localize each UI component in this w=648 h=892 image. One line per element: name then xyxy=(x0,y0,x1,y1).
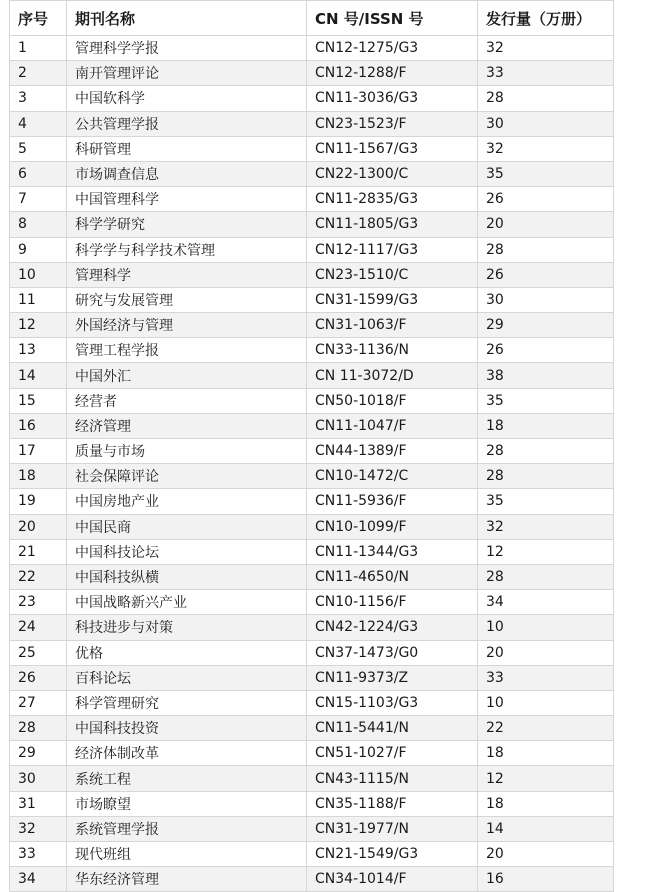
cell-circulation: 30 xyxy=(478,111,614,136)
cell-cn-issn: CN 11-3072/D xyxy=(307,363,478,388)
cell-journal-name: 科研管理 xyxy=(67,136,307,161)
table-row xyxy=(10,665,614,690)
cell-cn-issn: CN31-1063/F xyxy=(307,313,478,338)
cell-journal-name: 市场瞭望 xyxy=(67,791,307,816)
cell-cn-issn: CN15-1103/G3 xyxy=(307,690,478,715)
cell-index: 31 xyxy=(10,791,67,816)
table-row xyxy=(10,741,614,766)
table-row xyxy=(10,237,614,262)
cell-index: 29 xyxy=(10,741,67,766)
cell-cn-issn: CN33-1136/N xyxy=(307,338,478,363)
cell-circulation: 18 xyxy=(478,791,614,816)
table-row xyxy=(10,439,614,464)
table-row xyxy=(10,136,614,161)
cell-circulation: 38 xyxy=(478,363,614,388)
table-row xyxy=(10,338,614,363)
cell-cn-issn: CN12-1275/G3 xyxy=(307,36,478,61)
cell-cn-issn: CN21-1549/G3 xyxy=(307,842,478,867)
cell-circulation: 22 xyxy=(478,716,614,741)
cell-journal-name: 管理科学 xyxy=(67,262,307,287)
table-row xyxy=(10,61,614,86)
cell-cn-issn: CN11-5936/F xyxy=(307,489,478,514)
cell-journal-name: 中国民商 xyxy=(67,514,307,539)
cell-index: 18 xyxy=(10,464,67,489)
table-row xyxy=(10,489,614,514)
cell-circulation: 35 xyxy=(478,161,614,186)
cell-circulation: 18 xyxy=(478,413,614,438)
cell-circulation: 20 xyxy=(478,640,614,665)
cell-index: 7 xyxy=(10,187,67,212)
cell-circulation: 34 xyxy=(478,590,614,615)
cell-circulation: 28 xyxy=(478,564,614,589)
cell-journal-name: 质量与市场 xyxy=(67,439,307,464)
cell-index: 5 xyxy=(10,136,67,161)
cell-circulation: 28 xyxy=(478,439,614,464)
cell-circulation: 16 xyxy=(478,867,614,892)
cell-journal-name: 中国科技投资 xyxy=(67,716,307,741)
cell-journal-name: 系统管理学报 xyxy=(67,816,307,841)
cell-index: 26 xyxy=(10,665,67,690)
table-row xyxy=(10,413,614,438)
cell-index: 15 xyxy=(10,388,67,413)
cell-journal-name: 科技进步与对策 xyxy=(67,615,307,640)
cell-journal-name: 经济体制改革 xyxy=(67,741,307,766)
cell-circulation: 33 xyxy=(478,61,614,86)
cell-circulation: 12 xyxy=(478,766,614,791)
cell-index: 30 xyxy=(10,766,67,791)
cell-index: 4 xyxy=(10,111,67,136)
table-row xyxy=(10,590,614,615)
cell-index: 34 xyxy=(10,867,67,892)
cell-cn-issn: CN11-1047/F xyxy=(307,413,478,438)
table-row xyxy=(10,36,614,61)
table-row xyxy=(10,766,614,791)
table-row xyxy=(10,287,614,312)
cell-circulation: 33 xyxy=(478,665,614,690)
cell-journal-name: 系统工程 xyxy=(67,766,307,791)
cell-circulation: 28 xyxy=(478,237,614,262)
table-body xyxy=(10,36,614,892)
cell-cn-issn: CN44-1389/F xyxy=(307,439,478,464)
cell-cn-issn: CN11-4650/N xyxy=(307,564,478,589)
cell-journal-name: 中国房地产业 xyxy=(67,489,307,514)
cell-journal-name: 研究与发展管理 xyxy=(67,287,307,312)
cell-index: 21 xyxy=(10,539,67,564)
cell-circulation: 29 xyxy=(478,313,614,338)
cell-cn-issn: CN42-1224/G3 xyxy=(307,615,478,640)
cell-journal-name: 中国外汇 xyxy=(67,363,307,388)
table-row xyxy=(10,716,614,741)
cell-journal-name: 中国科技纵横 xyxy=(67,564,307,589)
cell-cn-issn: CN37-1473/G0 xyxy=(307,640,478,665)
cell-circulation: 14 xyxy=(478,816,614,841)
cell-circulation: 20 xyxy=(478,212,614,237)
cell-index: 9 xyxy=(10,237,67,262)
cell-circulation: 32 xyxy=(478,136,614,161)
cell-cn-issn: CN10-1156/F xyxy=(307,590,478,615)
cell-index: 8 xyxy=(10,212,67,237)
cell-index: 24 xyxy=(10,615,67,640)
cell-journal-name: 中国软科学 xyxy=(67,86,307,111)
cell-cn-issn: CN31-1977/N xyxy=(307,816,478,841)
cell-index: 2 xyxy=(10,61,67,86)
cell-index: 1 xyxy=(10,36,67,61)
cell-index: 23 xyxy=(10,590,67,615)
header-journal-name: 期刊名称 xyxy=(67,1,307,36)
cell-index: 20 xyxy=(10,514,67,539)
cell-cn-issn: CN34-1014/F xyxy=(307,867,478,892)
table-row xyxy=(10,867,614,892)
cell-cn-issn: CN11-5441/N xyxy=(307,716,478,741)
cell-cn-issn: CN35-1188/F xyxy=(307,791,478,816)
cell-journal-name: 华东经济管理 xyxy=(67,867,307,892)
cell-circulation: 28 xyxy=(478,464,614,489)
table-row xyxy=(10,816,614,841)
cell-circulation: 10 xyxy=(478,615,614,640)
cell-journal-name: 经济管理 xyxy=(67,413,307,438)
cell-journal-name: 管理工程学报 xyxy=(67,338,307,363)
cell-journal-name: 经营者 xyxy=(67,388,307,413)
cell-journal-name: 科学管理研究 xyxy=(67,690,307,715)
table-row xyxy=(10,212,614,237)
cell-circulation: 32 xyxy=(478,514,614,539)
cell-cn-issn: CN43-1115/N xyxy=(307,766,478,791)
cell-journal-name: 中国战略新兴产业 xyxy=(67,590,307,615)
cell-journal-name: 市场调查信息 xyxy=(67,161,307,186)
cell-cn-issn: CN23-1523/F xyxy=(307,111,478,136)
cell-journal-name: 中国管理科学 xyxy=(67,187,307,212)
cell-journal-name: 外国经济与管理 xyxy=(67,313,307,338)
table-row xyxy=(10,464,614,489)
cell-index: 11 xyxy=(10,287,67,312)
cell-cn-issn: CN50-1018/F xyxy=(307,388,478,413)
cell-circulation: 26 xyxy=(478,262,614,287)
cell-journal-name: 中国科技论坛 xyxy=(67,539,307,564)
cell-journal-name: 社会保障评论 xyxy=(67,464,307,489)
cell-journal-name: 科学学与科学技术管理 xyxy=(67,237,307,262)
cell-cn-issn: CN11-9373/Z xyxy=(307,665,478,690)
cell-cn-issn: CN31-1599/G3 xyxy=(307,287,478,312)
cell-cn-issn: CN22-1300/C xyxy=(307,161,478,186)
table-row xyxy=(10,187,614,212)
header-cn-issn: CN 号/ISSN 号 xyxy=(307,1,478,36)
cell-circulation: 18 xyxy=(478,741,614,766)
cell-index: 3 xyxy=(10,86,67,111)
header-row xyxy=(10,1,614,36)
cell-index: 17 xyxy=(10,439,67,464)
cell-index: 33 xyxy=(10,842,67,867)
header-circulation: 发行量（万册） xyxy=(478,1,614,36)
cell-cn-issn: CN12-1288/F xyxy=(307,61,478,86)
cell-index: 16 xyxy=(10,413,67,438)
cell-journal-name: 公共管理学报 xyxy=(67,111,307,136)
cell-journal-name: 管理科学学报 xyxy=(67,36,307,61)
table-row xyxy=(10,111,614,136)
table-row xyxy=(10,262,614,287)
table-row xyxy=(10,363,614,388)
cell-circulation: 10 xyxy=(478,690,614,715)
cell-journal-name: 优格 xyxy=(67,640,307,665)
table-row xyxy=(10,313,614,338)
table-row xyxy=(10,564,614,589)
cell-journal-name: 现代班组 xyxy=(67,842,307,867)
cell-cn-issn: CN12-1117/G3 xyxy=(307,237,478,262)
cell-circulation: 35 xyxy=(478,388,614,413)
cell-cn-issn: CN10-1099/F xyxy=(307,514,478,539)
cell-circulation: 12 xyxy=(478,539,614,564)
table-row xyxy=(10,615,614,640)
cell-cn-issn: CN11-1805/G3 xyxy=(307,212,478,237)
cell-index: 28 xyxy=(10,716,67,741)
cell-circulation: 30 xyxy=(478,287,614,312)
cell-circulation: 35 xyxy=(478,489,614,514)
cell-index: 6 xyxy=(10,161,67,186)
cell-circulation: 26 xyxy=(478,338,614,363)
cell-circulation: 26 xyxy=(478,187,614,212)
table-row xyxy=(10,539,614,564)
cell-index: 14 xyxy=(10,363,67,388)
cell-circulation: 28 xyxy=(478,86,614,111)
cell-cn-issn: CN11-1344/G3 xyxy=(307,539,478,564)
table-row xyxy=(10,514,614,539)
cell-cn-issn: CN11-2835/G3 xyxy=(307,187,478,212)
cell-cn-issn: CN11-1567/G3 xyxy=(307,136,478,161)
cell-index: 19 xyxy=(10,489,67,514)
cell-index: 32 xyxy=(10,816,67,841)
table-row xyxy=(10,690,614,715)
table-row xyxy=(10,842,614,867)
cell-index: 12 xyxy=(10,313,67,338)
journal-table xyxy=(9,0,614,892)
cell-cn-issn: CN23-1510/C xyxy=(307,262,478,287)
cell-cn-issn: CN51-1027/F xyxy=(307,741,478,766)
cell-circulation: 32 xyxy=(478,36,614,61)
table-row xyxy=(10,791,614,816)
cell-cn-issn: CN11-3036/G3 xyxy=(307,86,478,111)
cell-cn-issn: CN10-1472/C xyxy=(307,464,478,489)
table-row xyxy=(10,161,614,186)
cell-index: 13 xyxy=(10,338,67,363)
cell-index: 10 xyxy=(10,262,67,287)
header-index: 序号 xyxy=(10,1,67,36)
table-row xyxy=(10,640,614,665)
cell-journal-name: 科学学研究 xyxy=(67,212,307,237)
cell-index: 25 xyxy=(10,640,67,665)
table-row xyxy=(10,86,614,111)
cell-index: 22 xyxy=(10,564,67,589)
cell-circulation: 20 xyxy=(478,842,614,867)
cell-index: 27 xyxy=(10,690,67,715)
cell-journal-name: 南开管理评论 xyxy=(67,61,307,86)
table-row xyxy=(10,388,614,413)
cell-journal-name: 百科论坛 xyxy=(67,665,307,690)
